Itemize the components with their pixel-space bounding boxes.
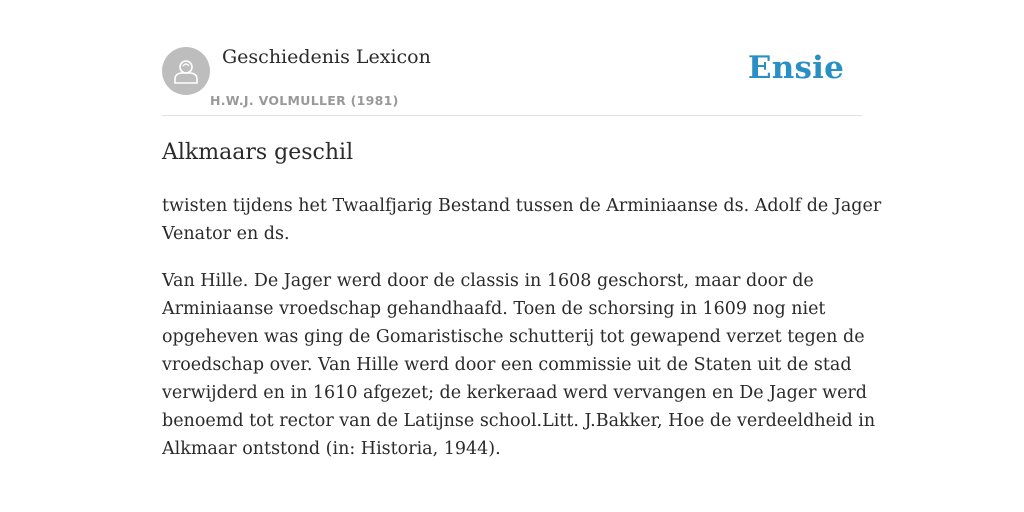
text-line: Arminiaanse vroedschap gehandhaafd. Toen de schorsing in 1609 nog niet <box>162 299 826 319</box>
brand-logo[interactable]: Ensie <box>747 50 844 86</box>
text-line: Venator en ds. <box>162 224 290 244</box>
text-line: benoemd tot rector van de Latijnse school.Litt. J.Bakker, Hoe de verdeeldheid in <box>162 411 876 431</box>
text-line: Alkmaar ontstond (in: Historia, 1944). <box>162 439 501 459</box>
text-line: verwijderd en in 1610 afgezet; de kerkeraad werd vervangen en De Jager werd <box>162 383 867 403</box>
author-byline: H.W.J. VOLMULLER (1981) <box>210 93 399 108</box>
avatar[interactable] <box>162 47 210 95</box>
paragraph <box>162 192 882 248</box>
text-line: opgeheven was ging de Gomaristische schutterij tot gewapend verzet tegen de <box>162 327 865 347</box>
text-line: twisten tijdens het Twaalfjarig Bestand tussen de Arminiaanse ds. Adolf de Jager <box>162 196 882 216</box>
user-icon <box>171 56 201 86</box>
article-title: Alkmaars geschil <box>162 140 354 165</box>
source-name[interactable]: Geschiedenis Lexicon <box>222 46 431 68</box>
text-line: vroedschap over. Van Hille werd door een commissie uit de Staten uit de stad <box>162 355 852 375</box>
header <box>162 40 862 116</box>
text-line: Van Hille. De Jager werd door de classis in 1608 geschorst, maar door de <box>162 271 814 291</box>
article-body <box>162 192 882 482</box>
paragraph <box>162 267 876 463</box>
